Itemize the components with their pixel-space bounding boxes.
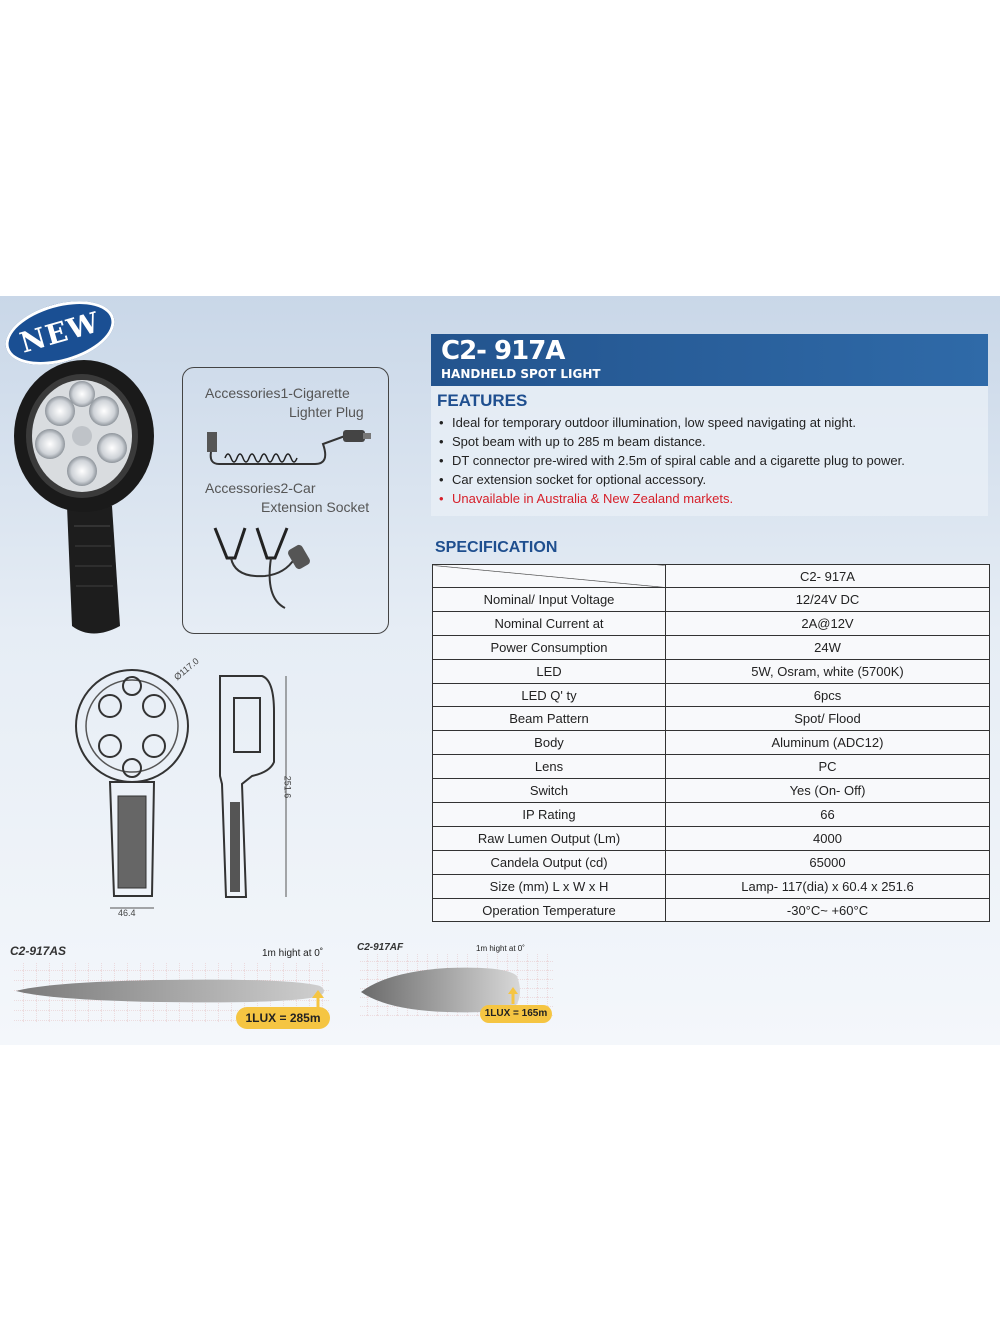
spec-value: 24W bbox=[666, 635, 990, 659]
accessories-box bbox=[182, 367, 389, 634]
table-header-row bbox=[433, 565, 990, 588]
height-dimension: 251.6 bbox=[282, 775, 293, 799]
beam-chart-flood-lux: 1LUX = 165m bbox=[480, 1005, 552, 1023]
table-row bbox=[433, 755, 990, 779]
spec-label: LED bbox=[433, 659, 666, 683]
diameter-dimension: Ø117.0 bbox=[172, 655, 201, 683]
new-badge-label: NEW bbox=[16, 305, 104, 360]
spec-value: PC bbox=[666, 755, 990, 779]
spec-value: Aluminum (ADC12) bbox=[666, 731, 990, 755]
beam-chart-spot-note: 1m hight at 0˚ bbox=[262, 948, 324, 959]
accessory2-label-line2: Extension Socket bbox=[261, 499, 370, 515]
features-heading: FEATURES bbox=[437, 391, 528, 410]
beam-chart-flood-note: 1m hight at 0˚ bbox=[476, 944, 525, 953]
features-list bbox=[439, 413, 905, 508]
spec-label: Raw Lumen Output (Lm) bbox=[433, 826, 666, 850]
spec-label: Candela Output (cd) bbox=[433, 850, 666, 874]
front-dimension-drawing bbox=[70, 666, 210, 921]
width-dimension: 46.4 bbox=[118, 908, 136, 918]
spec-value: 5W, Osram, white (5700K) bbox=[666, 659, 990, 683]
table-row bbox=[433, 826, 990, 850]
spec-label: LED Q' ty bbox=[433, 683, 666, 707]
specification-heading: SPECIFICATION bbox=[435, 539, 558, 556]
spec-label: Switch bbox=[433, 779, 666, 803]
table-model-header: C2- 917A bbox=[666, 565, 990, 588]
spec-value: 12/24V DC bbox=[666, 588, 990, 612]
feature-item: • Spot beam with up to 285 m beam distance. bbox=[439, 432, 905, 451]
spotlight-photo bbox=[12, 356, 164, 638]
spec-label: Power Consumption bbox=[433, 635, 666, 659]
table-row bbox=[433, 874, 990, 898]
specification-table bbox=[432, 564, 990, 922]
accessory1-label-line1: Accessories1-Cigarette bbox=[205, 385, 350, 401]
spec-label: Operation Temperature bbox=[433, 898, 666, 922]
product-subtitle: HANDHELD SPOT LIGHT bbox=[441, 367, 601, 381]
market-warning: • Unavailable in Australia & New Zealand markets. bbox=[439, 489, 905, 508]
table-corner-cell bbox=[433, 565, 666, 588]
car-extension-socket-icon bbox=[205, 518, 375, 618]
product-title-bar bbox=[431, 334, 988, 386]
spec-value: 66 bbox=[666, 803, 990, 827]
table-row bbox=[433, 731, 990, 755]
beam-chart-spot-title: C2-917AS bbox=[10, 944, 67, 958]
table-row bbox=[433, 803, 990, 827]
table-row bbox=[433, 659, 990, 683]
spec-label: Nominal Current at bbox=[433, 611, 666, 635]
cigarette-plug-cable-icon bbox=[205, 424, 375, 474]
spec-label: IP Rating bbox=[433, 803, 666, 827]
side-dimension-drawing bbox=[212, 672, 292, 907]
product-model-title: C2- 917A bbox=[441, 336, 565, 366]
spec-value: Spot/ Flood bbox=[666, 707, 990, 731]
beam-chart-spot-lux: 1LUX = 285m bbox=[236, 1007, 330, 1029]
spec-value: Yes (On- Off) bbox=[666, 779, 990, 803]
accessory1-label-line2: Lighter Plug bbox=[289, 404, 364, 420]
table-row bbox=[433, 898, 990, 922]
table-row bbox=[433, 588, 990, 612]
spec-label: Nominal/ Input Voltage bbox=[433, 588, 666, 612]
spec-value: 4000 bbox=[666, 826, 990, 850]
spec-value: 6pcs bbox=[666, 683, 990, 707]
feature-item: • Car extension socket for optional accessory. bbox=[439, 470, 905, 489]
spec-value: 65000 bbox=[666, 850, 990, 874]
spec-value: -30°C~ +60°C bbox=[666, 898, 990, 922]
spec-label: Lens bbox=[433, 755, 666, 779]
spec-label: Size (mm) L x W x H bbox=[433, 874, 666, 898]
features-panel bbox=[431, 386, 988, 516]
feature-item: • Ideal for temporary outdoor illumination, low speed navigating at night. bbox=[439, 413, 905, 432]
table-row bbox=[433, 635, 990, 659]
spec-value: Lamp- 117(dia) x 60.4 x 251.6 bbox=[666, 874, 990, 898]
table-row bbox=[433, 683, 990, 707]
accessory2-label-line1: Accessories2-Car bbox=[205, 480, 316, 496]
spec-value: 2A@12V bbox=[666, 611, 990, 635]
spec-label: Beam Pattern bbox=[433, 707, 666, 731]
beam-chart-flood-title: C2-917AF bbox=[357, 942, 404, 953]
table-row bbox=[433, 779, 990, 803]
table-row bbox=[433, 850, 990, 874]
spec-label: Body bbox=[433, 731, 666, 755]
table-row bbox=[433, 707, 990, 731]
table-row bbox=[433, 611, 990, 635]
product-sheet bbox=[0, 296, 1000, 1045]
feature-item: • DT connector pre-wired with 2.5m of spiral cable and a cigarette plug to power. bbox=[439, 451, 905, 470]
